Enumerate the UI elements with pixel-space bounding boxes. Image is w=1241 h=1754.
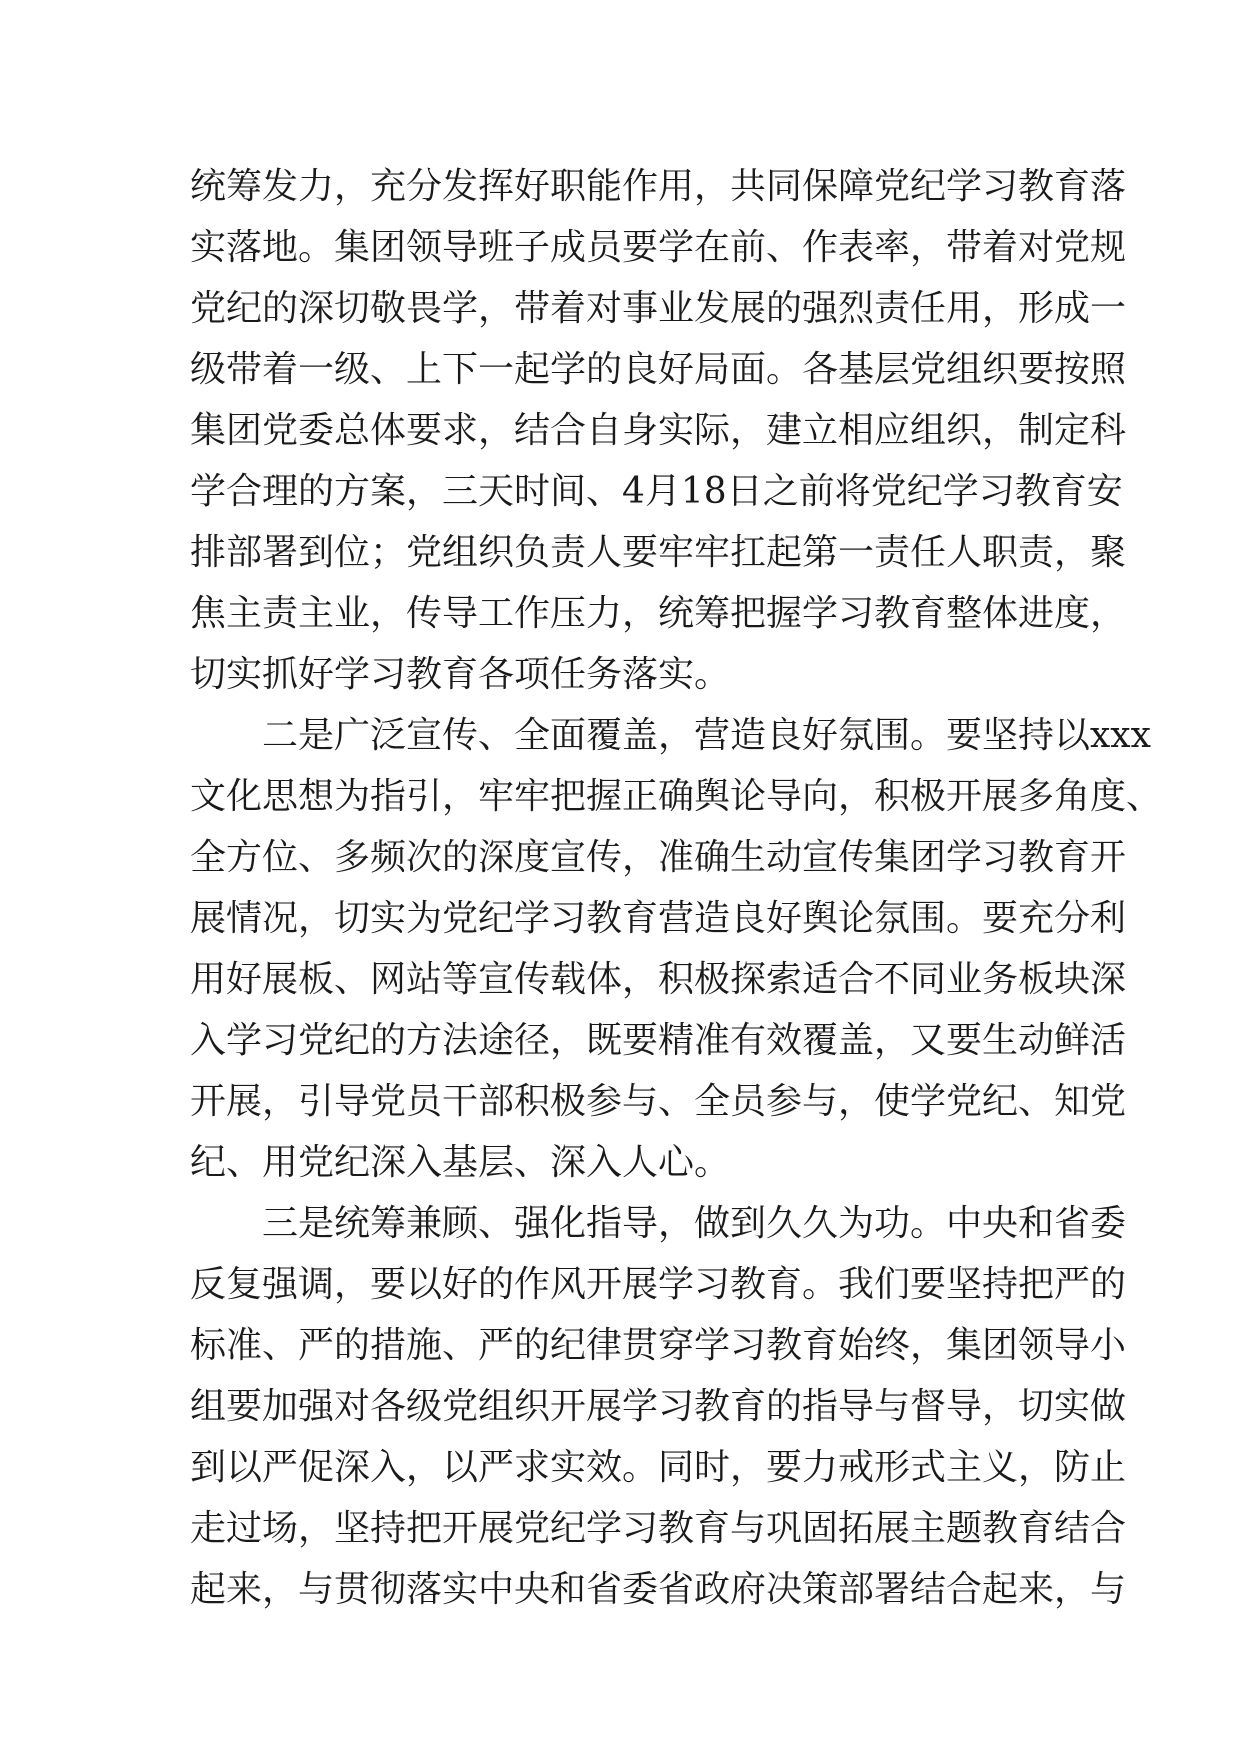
text-line: 党纪的深切敬畏学，带着对事业发展的强烈责任用，形成一 [190, 288, 1127, 329]
text-line: 走过场，坚持把开展党纪学习教育与巩固拓展主题教育结合 [190, 1508, 1127, 1549]
text-line: 组要加强对各级党组织开展学习教育的指导与督导，切实做 [190, 1386, 1127, 1427]
text-line: 展情况，切实为党纪学习教育营造良好舆论氛围。要充分利 [190, 898, 1127, 939]
text-line: 反复强调，要以好的作风开展学习教育。我们要坚持把严的 [190, 1264, 1127, 1305]
text-line: 统筹发力，充分发挥好职能作用，共同保障党纪学习教育落 [190, 166, 1127, 207]
paragraph-start-line: 三是统筹兼顾、强化指导，做到久久为功。中央和省委 [262, 1203, 1127, 1244]
text-line: 到以严促深入，以严求实效。同时，要力戒形式主义，防止 [190, 1447, 1127, 1488]
paragraph-end-line: 切实抓好学习教育各项任务落实。 [190, 654, 731, 695]
text-line: 文化思想为指引，牢牢把握正确舆论导向，积极开展多角度、 [190, 776, 1163, 817]
paragraph-end-line: 纪、用党纪深入基层、深入人心。 [190, 1142, 731, 1183]
text-line: 起来，与贯彻落实中央和省委省政府决策部署结合起来，与 [190, 1569, 1127, 1610]
text-line: 排部署到位；党组织负责人要牢牢扛起第一责任人职责，聚 [190, 532, 1127, 573]
text-line: 级带着一级、上下一起学的良好局面。各基层党组织要按照 [190, 349, 1127, 390]
paragraph-start-line: 二是广泛宣传、全面覆盖，营造良好氛围。要坚持以xxx [262, 715, 1151, 756]
text-line: 焦主责主业，传导工作压力，统筹把握学习教育整体进度， [190, 593, 1127, 634]
text-line: 实落地。集团领导班子成员要学在前、作表率，带着对党规 [190, 227, 1127, 268]
body-text [190, 156, 1163, 1620]
text-line: 集团党委总体要求，结合自身实际，建立相应组织，制定科 [190, 410, 1127, 451]
text-line: 学合理的方案，三天时间、4月18日之前将党纪学习教育安 [190, 471, 1123, 512]
text-line: 全方位、多频次的深度宣传，准确生动宣传集团学习教育开 [190, 837, 1127, 878]
text-line: 开展，引导党员干部积极参与、全员参与，使学党纪、知党 [190, 1081, 1127, 1122]
text-line: 入学习党纪的方法途径，既要精准有效覆盖，又要生动鲜活 [190, 1020, 1127, 1061]
text-line: 用好展板、网站等宣传载体，积极探索适合不同业务板块深 [190, 959, 1127, 1000]
text-line: 标准、严的措施、严的纪律贯穿学习教育始终，集团领导小 [190, 1325, 1127, 1366]
